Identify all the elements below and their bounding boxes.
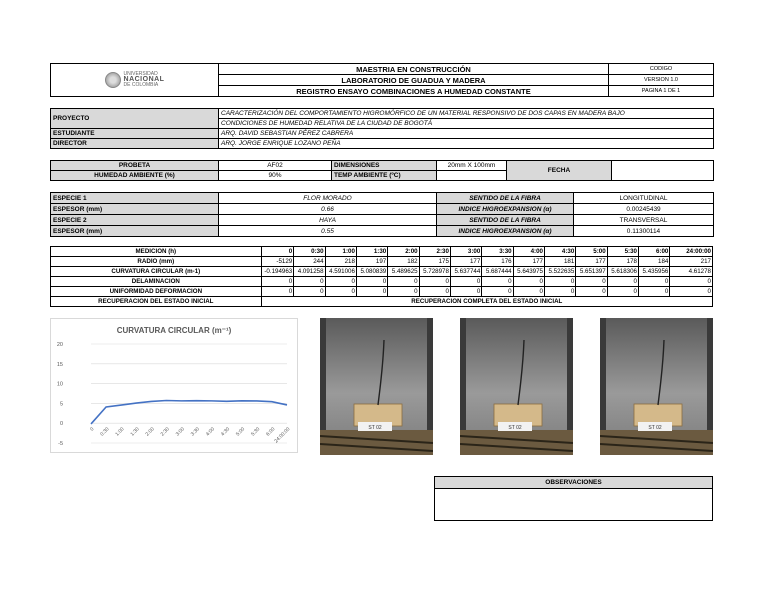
sentido2-value: TRANSVERSAL <box>574 215 714 226</box>
delaminacion-cell: 0 <box>294 277 325 287</box>
radio-label: RADIO (mm) <box>51 257 262 267</box>
radio-cell: 181 <box>544 257 575 267</box>
radio-cell: 182 <box>388 257 419 267</box>
director-label: DIRECTOR <box>51 139 219 149</box>
estudiante-label: ESTUDIANTE <box>51 129 219 139</box>
temp-label: TEMP AMBIENTE (ºC) <box>332 171 437 181</box>
medicion-row <box>51 247 713 257</box>
university-logo: UNIVERSIDAD NACIONAL DE COLOMBIA <box>123 71 165 88</box>
y-tick-label: 20 <box>56 342 63 348</box>
temp-value <box>437 171 507 181</box>
x-tick-label: 24:00:00 <box>273 426 292 445</box>
species-table <box>50 192 714 237</box>
y-tick-label: 0 <box>59 421 63 428</box>
indice2-label: INDICE HIGROEXPANSION (α) <box>437 226 574 237</box>
hour-cell: 4:00 <box>513 247 544 257</box>
curvatura-cell: 4.591006 <box>325 267 356 277</box>
hour-cell: 6:00 <box>639 247 670 257</box>
hour-cell: 5:30 <box>607 247 638 257</box>
hour-cell: 5:00 <box>576 247 607 257</box>
observaciones-label: OBSERVACIONES <box>435 477 712 489</box>
especie2-label: ESPECIE 2 <box>51 215 219 226</box>
hour-cell: 0 <box>261 247 294 257</box>
delaminacion-label: DELAMINACION <box>51 277 262 287</box>
delaminacion-cell: 0 <box>576 277 607 287</box>
hour-cell: 2:30 <box>419 247 450 257</box>
espesor2-value: 0.55 <box>219 226 437 237</box>
uniformidad-cell: 0 <box>639 287 670 297</box>
uniformidad-cell: 0 <box>607 287 638 297</box>
delaminacion-cell: 0 <box>670 277 713 287</box>
y-tick-label: -5 <box>58 441 63 447</box>
page-label: PAGINA 1 DE 1 <box>609 86 714 97</box>
especie1-label: ESPECIE 1 <box>51 193 219 204</box>
curvatura-cell: 5.435956 <box>639 267 670 277</box>
radio-cell: 184 <box>639 257 670 267</box>
hour-cell: 1:30 <box>356 247 387 257</box>
version-label: VERSION 1.0 <box>609 75 714 86</box>
header-table <box>50 63 714 97</box>
sentido1-value: LONGITUDINAL <box>574 193 714 204</box>
x-tick-label: 4:00 <box>204 426 217 438</box>
proyecto-value-line2: CONDICIONES DE HUMEDAD RELATIVA DE LA CIUDAD DE BOGOTÁ <box>219 119 714 129</box>
radio-row <box>51 257 713 267</box>
measurement-table <box>50 246 713 307</box>
y-tick-label: 5 <box>59 401 63 408</box>
uniformidad-cell: 0 <box>325 287 356 297</box>
uniformidad-cell: 0 <box>419 287 450 297</box>
curvatura-cell: -0.194963 <box>261 267 294 277</box>
delaminacion-cell: 0 <box>513 277 544 287</box>
curvatura-cell: 5.687444 <box>482 267 513 277</box>
indice2-value: 0.11300114 <box>574 226 714 237</box>
radio-cell: 197 <box>356 257 387 267</box>
uniformidad-cell: 0 <box>482 287 513 297</box>
x-tick-label: 6:00 <box>265 426 277 438</box>
radio-cell: 177 <box>450 257 481 267</box>
radio-cell: 218 <box>325 257 356 267</box>
delaminacion-cell: 0 <box>544 277 575 287</box>
curvatura-label: CURVATURA CIRCULAR (m-1) <box>51 267 262 277</box>
indice1-value: 0.00245439 <box>574 204 714 215</box>
uniformidad-cell: 0 <box>670 287 713 297</box>
curvatura-cell: 5.651397 <box>576 267 607 277</box>
observaciones-content[interactable] <box>435 489 712 522</box>
radio-cell: 177 <box>576 257 607 267</box>
espesor2-label: ESPESOR (mm) <box>51 226 219 237</box>
y-tick-label: 10 <box>56 381 63 388</box>
x-tick-label: 2:00 <box>144 426 156 438</box>
observaciones-box <box>434 476 713 521</box>
curvatura-cell: 5.618306 <box>607 267 638 277</box>
humedad-value: 90% <box>219 171 332 181</box>
project-info-table <box>50 108 714 149</box>
hour-cell: 0:30 <box>294 247 325 257</box>
x-tick-label: 5:00 <box>235 426 247 438</box>
estudiante-value: ARQ. DAVID SEBASTIAN PÉREZ CABRERA <box>219 129 714 139</box>
hour-cell: 3:00 <box>450 247 481 257</box>
x-tick-label: 2:30 <box>159 426 171 438</box>
uniformidad-cell: 0 <box>261 287 294 297</box>
curvatura-cell: 5.080839 <box>356 267 387 277</box>
humedad-label: HUMEDAD AMBIENTE (%) <box>51 171 219 181</box>
title-line-2: LABORATORIO DE GUADUA Y MADERA <box>219 75 609 86</box>
espesor1-value: 0.66 <box>219 204 437 215</box>
probeta-table <box>50 160 714 181</box>
probeta-label: PROBETA <box>51 161 219 171</box>
delaminacion-cell: 0 <box>325 277 356 287</box>
radio-cell: 178 <box>607 257 638 267</box>
chart-svg <box>51 319 297 452</box>
hour-cell: 3:30 <box>482 247 513 257</box>
code-label: CODIGO <box>609 64 714 75</box>
medicion-label: MEDICION (h) <box>51 247 262 257</box>
specimen-tag-label: ST 02 <box>648 425 662 431</box>
curvatura-cell: 5.637744 <box>450 267 481 277</box>
proyecto-value-line1: CARACTERIZACIÓN DEL COMPORTAMIENTO HIGROMÓRFICO DE UN MATERIAL RESPONSIVO DE DOS CAPAS EN MADERA BAJO <box>219 109 714 119</box>
delaminacion-row <box>51 277 713 287</box>
specimen-tag-label: ST 02 <box>368 425 382 431</box>
uniformidad-cell: 0 <box>576 287 607 297</box>
x-tick-label: 3:00 <box>174 426 186 438</box>
uniformidad-label: UNIFORMIDAD DEFORMACION <box>51 287 262 297</box>
radio-cell: 175 <box>419 257 450 267</box>
uniformidad-cell: 0 <box>294 287 325 297</box>
director-value: ARQ. JORGE ENRIQUE LOZANO PEÑA <box>219 139 714 149</box>
curvatura-cell: 4.61278 <box>670 267 713 277</box>
dimensiones-label: DIMENSIONES <box>332 161 437 171</box>
delaminacion-cell: 0 <box>450 277 481 287</box>
curvatura-cell: 4.091258 <box>294 267 325 277</box>
chart-title: CURVATURA CIRCULAR (m⁻¹) <box>116 326 232 335</box>
x-tick-label: 5:30 <box>250 426 262 438</box>
hour-cell: 2:00 <box>388 247 419 257</box>
hour-cell: 1:00 <box>325 247 356 257</box>
fecha-value <box>612 161 714 181</box>
series-line <box>91 401 287 424</box>
uniformidad-row <box>51 287 713 297</box>
specimen-photo-3 <box>600 318 713 455</box>
uniformidad-cell: 0 <box>513 287 544 297</box>
uniformidad-cell: 0 <box>544 287 575 297</box>
x-tick-label: 0 <box>89 426 96 433</box>
espesor1-label: ESPESOR (mm) <box>51 204 219 215</box>
curvatura-cell: 5.522635 <box>544 267 575 277</box>
x-tick-label: 4:30 <box>219 426 232 438</box>
delaminacion-cell: 0 <box>419 277 450 287</box>
curvatura-row <box>51 267 713 277</box>
recuperacion-label: RECUPERACION DEL ESTADO INICIAL <box>51 297 262 307</box>
university-seal-icon <box>105 72 121 88</box>
radio-cell: -5129 <box>261 257 294 267</box>
uniformidad-cell: 0 <box>356 287 387 297</box>
radio-cell: 176 <box>482 257 513 267</box>
logo-cell <box>51 64 219 97</box>
specimen-photo-2 <box>460 318 573 455</box>
delaminacion-cell: 0 <box>607 277 638 287</box>
proyecto-label: PROYECTO <box>51 109 219 129</box>
x-tick-label: 3:30 <box>189 426 201 438</box>
curvatura-cell: 5.489625 <box>388 267 419 277</box>
uniformidad-cell: 0 <box>388 287 419 297</box>
delaminacion-cell: 0 <box>356 277 387 287</box>
sentido2-label: SENTIDO DE LA FIBRA <box>437 215 574 226</box>
specimen-tag-label: ST 02 <box>508 425 522 431</box>
dimensiones-value: 20mm X 100mm <box>437 161 507 171</box>
probeta-value: AF02 <box>219 161 332 171</box>
radio-cell: 244 <box>294 257 325 267</box>
hour-cell: 4:30 <box>544 247 575 257</box>
x-tick-label: 1:00 <box>114 426 126 438</box>
curvature-chart <box>50 318 298 453</box>
recuperacion-value: RECUPERACION COMPLETA DEL ESTADO INICIAL <box>261 297 712 307</box>
specimen-photo-1 <box>320 318 433 455</box>
y-tick-label: 15 <box>56 361 63 368</box>
delaminacion-cell: 0 <box>482 277 513 287</box>
delaminacion-cell: 0 <box>261 277 294 287</box>
recuperacion-row <box>51 297 713 307</box>
x-tick-label: 1:30 <box>129 426 141 438</box>
indice1-label: INDICE HIGROEXPANSION (α) <box>437 204 574 215</box>
x-tick-label: 0:30 <box>99 426 111 438</box>
especie1-value: FLOR MORADO <box>219 193 437 204</box>
title-line-3: REGISTRO ENSAYO COMBINACIONES A HUMEDAD CONSTANTE <box>219 86 609 97</box>
uniformidad-cell: 0 <box>450 287 481 297</box>
curvatura-cell: 5.643975 <box>513 267 544 277</box>
especie2-value: HAYA <box>219 215 437 226</box>
hour-cell: 24:00:00 <box>670 247 713 257</box>
radio-cell: 177 <box>513 257 544 267</box>
curvatura-cell: 5.728978 <box>419 267 450 277</box>
radio-cell: 217 <box>670 257 713 267</box>
fecha-label: FECHA <box>507 161 612 181</box>
sentido1-label: SENTIDO DE LA FIBRA <box>437 193 574 204</box>
delaminacion-cell: 0 <box>639 277 670 287</box>
delaminacion-cell: 0 <box>388 277 419 287</box>
title-line-1: MAESTRIA EN CONSTRUCCIÓN <box>219 64 609 75</box>
